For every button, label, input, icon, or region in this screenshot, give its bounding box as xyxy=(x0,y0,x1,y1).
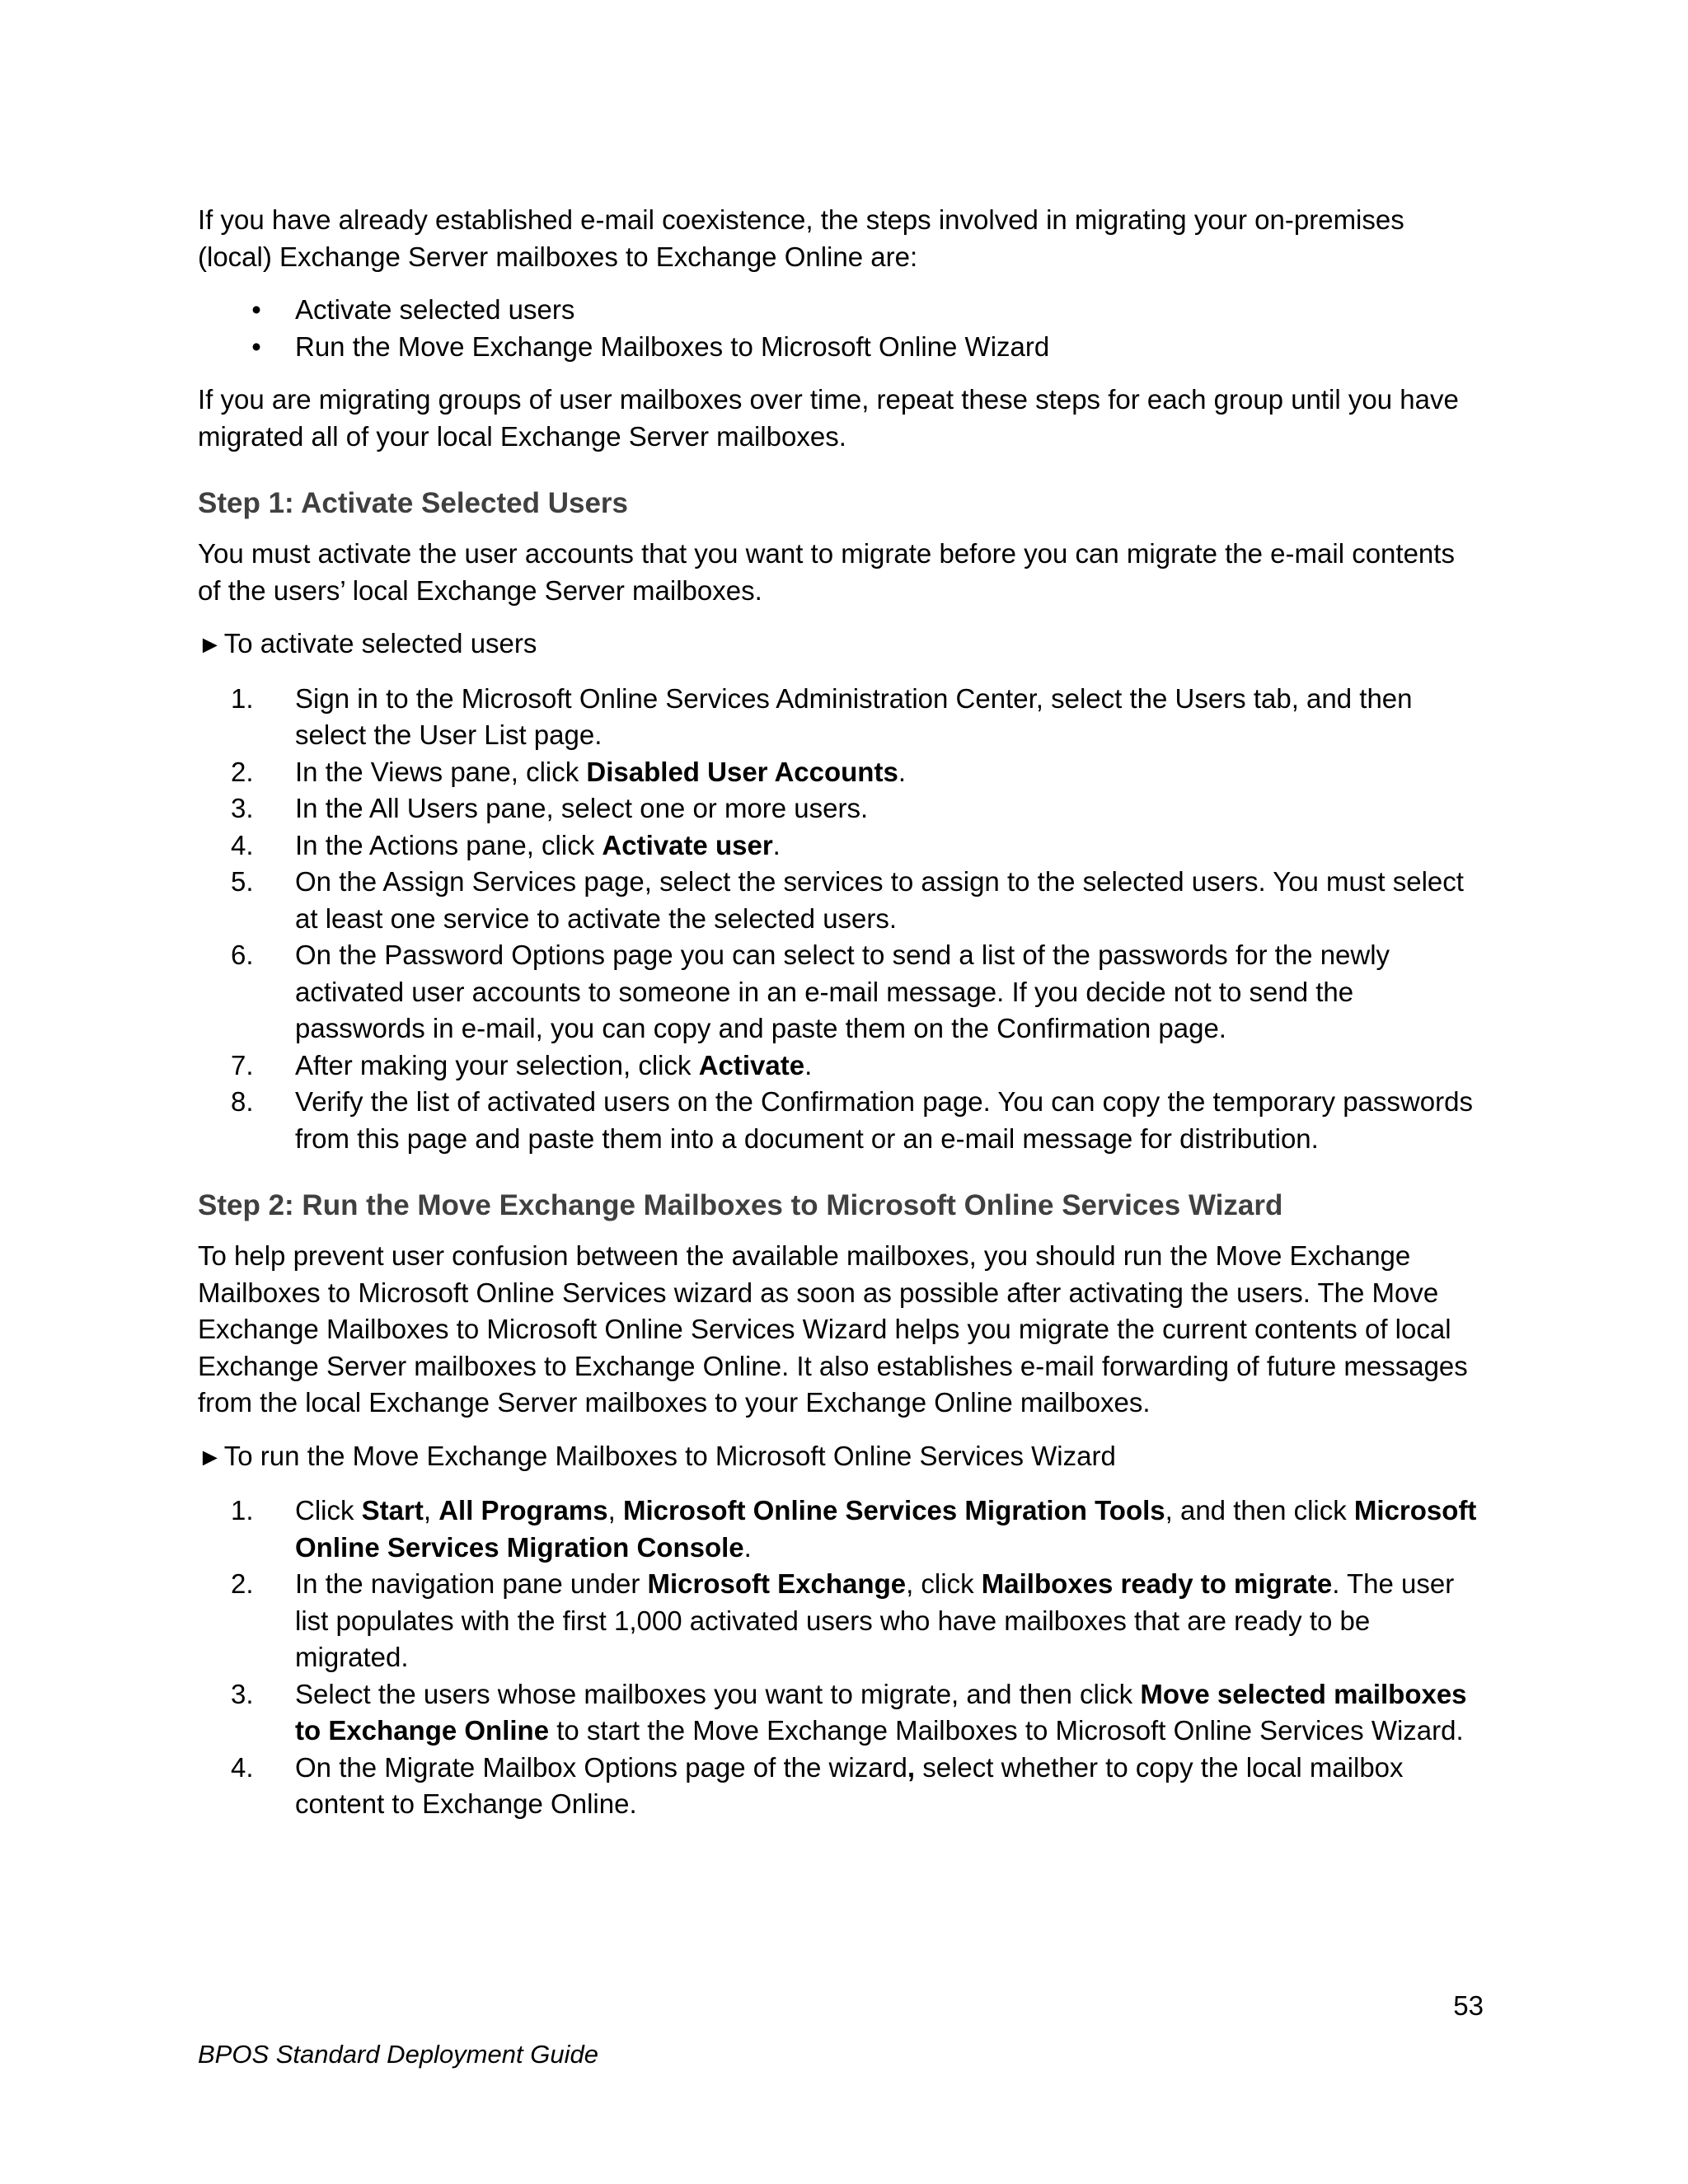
list-item: 1. Click Start, All Programs, Microsoft Online Services Migration Tools, and then click Microsoft Online Services Migration Console. xyxy=(231,1495,1477,1563)
bullet-icon: • xyxy=(251,294,261,325)
list-item: 5. On the Assign Services page, select the services to assign to the selected users. You must select at least one service to activate the selected users. xyxy=(231,866,1464,934)
bullet-icon: • xyxy=(251,330,261,362)
list-item: 2. In the Views pane, click Disabled User Accounts. xyxy=(231,756,906,787)
list-item: 4. On the Migrate Mailbox Options page of the wizard, select whether to copy the local mailbox content to Exchange Online. xyxy=(231,1751,1404,1819)
list-item: 2. In the navigation pane under Microsoft Exchange, click Mailboxes ready to migrate. The user list populates with the first 1,000 activated users who have mailboxes that are ready to be migrated. xyxy=(231,1568,1455,1672)
step1-heading: Step 1: Activate Selected Users xyxy=(198,487,628,519)
step2-paragraph: To help prevent user confusion between the available mailboxes, you should run the Move Exchange Mailboxes to Microsoft Online Services wizard as soon as possible after activating the users. The Move Exchange Mailboxes to Microsoft Online Services Wizard helps you migrate the current contents of local Exchange Server mailboxes to Exchange Online. It also establishes e-mail forwarding of future messages from the local Exchange Server mailboxes to your Exchange Online mailboxes. xyxy=(198,1240,1468,1418)
list-item: 3. Select the users whose mailboxes you want to migrate, and then click Move selected mailboxes to Exchange Online to start the Move Exchange Mailboxes to Microsoft Online Services Wizard. xyxy=(231,1678,1467,1746)
triangle-right-icon: ► xyxy=(198,1443,223,1471)
footer-title: BPOS Standard Deployment Guide xyxy=(198,2040,598,2069)
step1-procedure-title: ►To activate selected users xyxy=(198,626,1484,664)
list-item: 7. After making your selection, click Activate. xyxy=(231,1049,813,1080)
list-item: • Run the Move Exchange Mailboxes to Microsoft Online Wizard xyxy=(198,329,1484,366)
step2-heading: Step 2: Run the Move Exchange Mailboxes to Microsoft Online Services Wizard xyxy=(198,1189,1283,1221)
document-body xyxy=(198,202,1484,1823)
list-item: 4. In the Actions pane, click Activate user. xyxy=(231,829,781,860)
list-item: 6. On the Password Options page you can select to send a list of the passwords for the newly activated user accounts to someone in an e-mail message. If you decide not to send the passwords in e-mail, you can copy and paste them on the Confirmation page. xyxy=(231,940,1390,1043)
step1-paragraph: You must activate the user accounts that you want to migrate before you can migrate the e-mail contents of the users’ local Exchange Server mailboxes. xyxy=(198,538,1455,606)
list-item: 1. Sign in to the Microsoft Online Services Administration Center, select the Users tab, and then select the User List page. xyxy=(231,682,1413,750)
step2-procedure-title: ►To run the Move Exchange Mailboxes to Microsoft Online Services Wizard xyxy=(198,1438,1484,1477)
triangle-right-icon: ► xyxy=(198,631,223,658)
step2-list xyxy=(198,1493,1484,1823)
intro-paragraph: If you have already established e-mail coexistence, the steps involved in migrating your on-premises (local) Exchange Server mailboxes to Exchange Online are: xyxy=(198,204,1404,272)
list-item: 8. Verify the list of activated users on the Confirmation page. You can copy the temporary passwords from this page and paste them into a document or an e-mail message for distribution. xyxy=(231,1086,1473,1154)
list-item: 3. In the All Users pane, select one or more users. xyxy=(231,793,869,823)
intro-paragraph-2: If you are migrating groups of user mailboxes over time, repeat these steps for each group until you have migrated all of your local Exchange Server mailboxes. xyxy=(198,384,1459,452)
intro-bullet-list xyxy=(198,292,1484,365)
page-number: 53 xyxy=(1453,1990,1484,2021)
step1-list xyxy=(198,681,1484,1158)
list-item: • Activate selected users xyxy=(198,292,1484,329)
